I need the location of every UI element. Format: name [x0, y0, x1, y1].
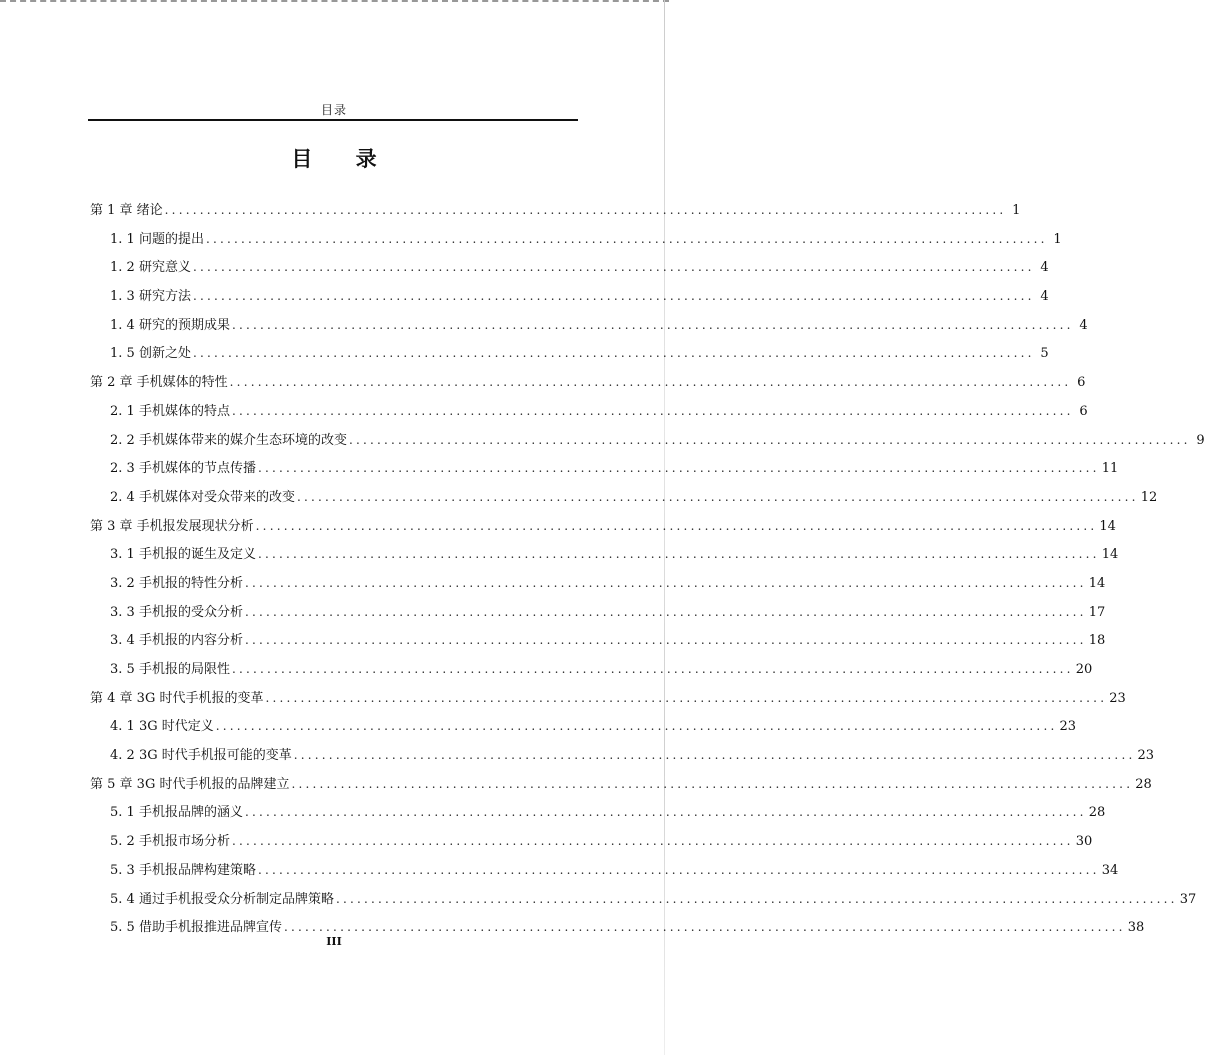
dot-leader: ........................................................................................................................: [283, 920, 1126, 935]
toc-entry-page-number: 5: [1040, 346, 1049, 362]
toc-entry-label: 第 1 章 绪论: [90, 203, 163, 218]
toc-entry-label: 第 5 章 3G 时代手机报的品牌建立: [90, 776, 290, 792]
dot-leader: ........................................................................................................................: [215, 719, 1058, 734]
toc-section-entry[interactable]: [90, 885, 1197, 914]
toc-section-entry[interactable]: [90, 827, 1093, 856]
toc-entry-label: 3. 2 手机报的特性分析: [110, 575, 243, 591]
toc-chapter-entry[interactable]: [90, 684, 1126, 713]
table-of-contents: [90, 196, 1205, 942]
toc-section-entry[interactable]: [90, 426, 1205, 455]
toc-entry-label: 4. 2 3G 时代手机报可能的变革: [110, 748, 292, 764]
toc-entry-label: 5. 1 手机报品牌的涵义: [110, 805, 243, 821]
dot-leader: ........................................................................................................................: [231, 403, 1074, 418]
toc-entry-page-number: 30: [1075, 834, 1093, 850]
dot-leader: ........................................................................................................................: [257, 547, 1100, 562]
toc-section-entry[interactable]: [90, 598, 1106, 627]
toc-entry-page-number: 38: [1127, 920, 1145, 936]
toc-entry-page-number: 4: [1040, 289, 1049, 305]
toc-entry-page-number: 1: [1053, 231, 1062, 247]
toc-entry-page-number: 20: [1075, 662, 1093, 677]
toc-entry-page-number: 11: [1101, 461, 1119, 477]
toc-entry-page-number: 12: [1140, 489, 1158, 505]
toc-entry-label: 5. 4 通过手机报受众分析制定品牌策略: [110, 891, 334, 907]
toc-section-entry[interactable]: [90, 712, 1077, 741]
dot-leader: ........................................................................................................................: [231, 317, 1074, 332]
toc-section-entry[interactable]: [90, 339, 1049, 368]
toc-entry-page-number: 4: [1079, 317, 1088, 333]
dot-leader: ........................................................................................................................: [231, 834, 1074, 849]
toc-section-entry[interactable]: [90, 311, 1088, 340]
dot-leader: ........................................................................................................................: [257, 862, 1100, 877]
toc-section-entry[interactable]: [90, 741, 1155, 770]
toc-entry-page-number: 23: [1059, 719, 1077, 735]
toc-entry-label: 5. 5 借助手机报推进品牌宣传: [110, 920, 282, 936]
toc-section-entry[interactable]: [90, 483, 1158, 512]
toc-chapter-entry[interactable]: [90, 770, 1152, 799]
running-header: 目录: [320, 103, 347, 117]
toc-entry-page-number: 9: [1196, 432, 1205, 448]
toc-entry-label: 第 2 章 手机媒体的特性: [90, 375, 228, 391]
toc-entry-label: 1. 4 研究的预期成果: [110, 317, 230, 333]
dot-leader: ........................................................................................................................: [244, 633, 1087, 648]
dot-leader: ........................................................................................................................: [291, 776, 1134, 791]
dot-leader: ........................................................................................................................: [255, 518, 1098, 533]
toc-entry-label: 1. 3 研究方法: [110, 289, 191, 305]
toc-entry-page-number: 18: [1088, 633, 1106, 649]
toc-section-entry[interactable]: [90, 540, 1119, 569]
toc-entry-page-number: 14: [1101, 547, 1119, 563]
toc-entry-label: 第 3 章 手机报发展现状分析: [90, 518, 254, 534]
toc-entry-page-number: 4: [1040, 260, 1049, 276]
dot-leader: ........................................................................................................................: [192, 260, 1035, 275]
dot-leader: ........................................................................................................................: [164, 203, 1007, 217]
toc-section-entry[interactable]: [90, 397, 1088, 426]
toc-chapter-entry[interactable]: [90, 368, 1086, 397]
dot-leader: ........................................................................................................................: [257, 461, 1100, 476]
toc-entry-page-number: 28: [1135, 776, 1152, 792]
toc-section-entry[interactable]: [90, 856, 1119, 885]
toc-entry-page-number: 28: [1088, 805, 1106, 821]
dot-leader: ........................................................................................................................: [192, 289, 1035, 304]
toc-entry-label: 4. 1 3G 时代定义: [110, 719, 214, 735]
toc-entry-page-number: 14: [1099, 518, 1116, 534]
dot-leader: ........................................................................................................................: [293, 748, 1136, 763]
toc-entry-label: 3. 1 手机报的诞生及定义: [110, 547, 256, 563]
dot-leader: ........................................................................................................................: [244, 805, 1087, 820]
toc-entry-label: 5. 3 手机报品牌构建策略: [110, 862, 256, 878]
dot-leader: ........................................................................................................................: [231, 662, 1074, 676]
toc-entry-label: 2. 3 手机媒体的节点传播: [110, 461, 256, 477]
dot-leader: ........................................................................................................................: [229, 375, 1072, 390]
page-top-edge: [0, 0, 669, 5]
toc-entry-label: 2. 2 手机媒体带来的媒介生态环境的改变: [110, 432, 347, 448]
toc-entry-page-number: 6: [1077, 375, 1086, 391]
toc-entry-page-number: 34: [1101, 862, 1119, 878]
toc-section-entry[interactable]: [90, 569, 1106, 598]
toc-entry-page-number: 6: [1079, 403, 1088, 419]
toc-entry-page-number: 17: [1088, 604, 1106, 620]
toc-entry-label: 2. 1 手机媒体的特点: [110, 403, 230, 419]
toc-entry-label: 1. 5 创新之处: [110, 346, 191, 362]
dot-leader: ........................................................................................................................: [265, 690, 1108, 705]
toc-chapter-entry[interactable]: [90, 512, 1116, 541]
toc-entry-page-number: 23: [1137, 748, 1155, 764]
toc-entry-page-number: 37: [1179, 891, 1197, 907]
toc-section-entry[interactable]: [90, 454, 1119, 483]
toc-entry-label: 1. 2 研究意义: [110, 260, 191, 276]
page-number: III: [326, 935, 342, 948]
header-rule: [88, 119, 578, 121]
dot-leader: ........................................................................................................................: [205, 231, 1048, 246]
toc-entry-label: 3. 4 手机报的内容分析: [110, 633, 243, 649]
toc-section-entry[interactable]: [90, 655, 1093, 684]
toc-chapter-entry[interactable]: [90, 196, 1021, 225]
dot-leader: ........................................................................................................................: [244, 604, 1087, 619]
toc-section-entry[interactable]: [90, 798, 1106, 827]
toc-entry-label: 第 4 章 3G 时代手机报的变革: [90, 690, 264, 706]
toc-section-entry[interactable]: [90, 253, 1049, 282]
toc-entry-label: 3. 3 手机报的受众分析: [110, 604, 243, 620]
toc-entry-page-number: 14: [1088, 575, 1106, 591]
dot-leader: ........................................................................................................................: [244, 575, 1087, 590]
toc-section-entry[interactable]: [90, 282, 1049, 311]
dot-leader: ........................................................................................................................: [348, 432, 1191, 447]
dot-leader: ........................................................................................................................: [335, 891, 1178, 906]
toc-entry-label: 5. 2 手机报市场分析: [110, 834, 230, 850]
page-title: 目 录: [291, 146, 395, 171]
dot-leader: ........................................................................................................................: [296, 489, 1139, 504]
dot-leader: ........................................................................................................................: [192, 346, 1035, 361]
toc-section-entry[interactable]: [90, 626, 1106, 655]
toc-section-entry[interactable]: [90, 225, 1062, 254]
toc-entry-page-number: 23: [1109, 690, 1126, 706]
toc-entry-label: 3. 5 手机报的局限性: [110, 662, 230, 677]
toc-entry-label: 1. 1 问题的提出: [110, 231, 204, 247]
toc-entry-page-number: 1: [1012, 203, 1021, 218]
toc-entry-label: 2. 4 手机媒体对受众带来的改变: [110, 489, 295, 505]
